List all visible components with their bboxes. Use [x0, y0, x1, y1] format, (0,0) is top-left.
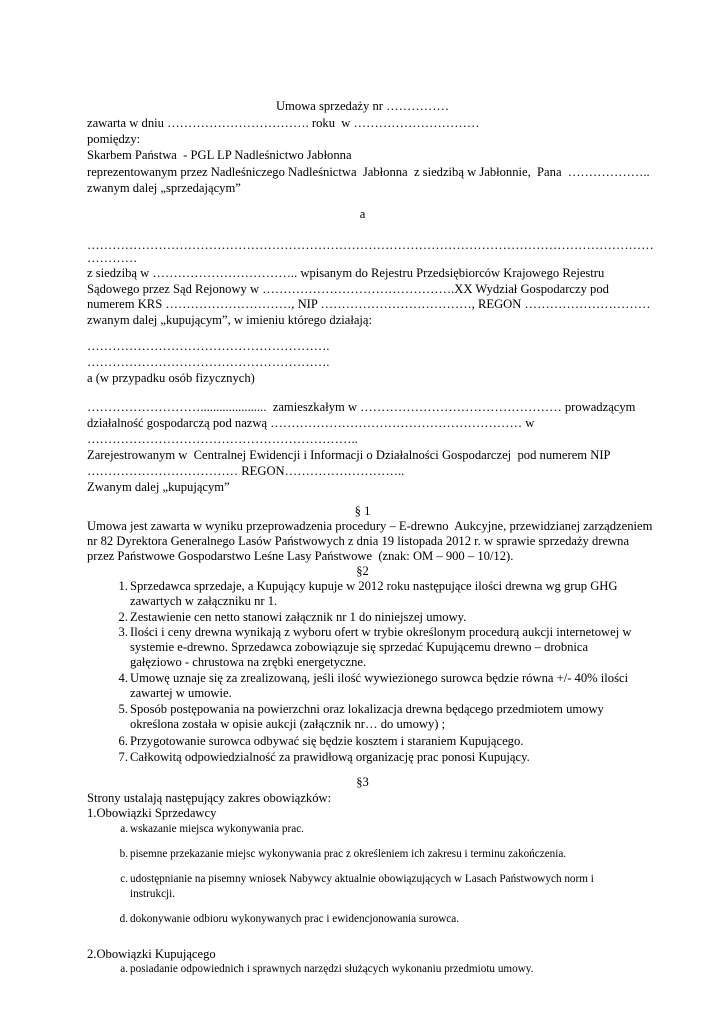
natural-persons-line: a (w przypadku osób fizycznych) — [87, 371, 255, 385]
representative-1-line: …………………………………………………. — [87, 339, 330, 353]
buyer-duty-letter: a. — [120, 963, 128, 975]
buyer-court-line: Sądowego przez Sąd Rejonowy w ……………………………………….XX Wydział Gospodarczy pod — [87, 282, 609, 296]
ceidg-line: Zarejestrowanym w Centralnej Ewidencji i Informacji o Działalności Gospodarczej pod numerem NIP — [87, 448, 611, 462]
seller-duty-text: pisemne przekazanie miejsc wykonywania prac z określeniem ich zakresu i terminu zakończenia. — [130, 848, 567, 860]
seller-duty-letter: d. — [119, 913, 128, 925]
section2-item-number: 3. — [118, 625, 128, 639]
business-name-line: działalność gospodarczą pod nazwą …………………………………………………… w — [87, 416, 535, 430]
represented-line: reprezentowanym przez Nadleśniczego Nadleśnictwa Jabłonna z siedzibą w Jabłonnie, Pana ……………….. — [87, 165, 650, 179]
section3-heading: §3 — [356, 775, 369, 789]
seller-duty-letter: b. — [119, 848, 128, 860]
buyer-duty-text: posiadanie odpowiednich i sprawnych narzędzi służących wykonaniu przedmiotu umowy. — [130, 963, 534, 975]
section2-item-text: Ilości i ceny drewna wynikają z wyboru ofert w trybie określonym procedurą aukcji internetowej w systemie e-drewno. Sprzedawca zobowiązuje się sprzedać Kupującemu drewno – drobnica gałęziowo - chrustowa na zrębki energetyczne. — [130, 625, 632, 669]
section2-item-number: 4. — [118, 671, 128, 685]
and-line: a — [359, 207, 366, 221]
called-seller-line: zwanym dalej „sprzedającym” — [87, 181, 241, 195]
section2-heading: §2 — [356, 564, 369, 578]
seller-duty-text: udostępnianie na pisemny wniosek Nabywcy aktualnie obowiązujących w Lasach Państwowych norm i instrukcji. — [130, 873, 594, 900]
buyer-seat-line: z siedzibą w …………………………….. wpisanym do Rejestru Przedsiębiorców Krajowego Rejestru — [87, 266, 605, 280]
section2-item-text: Sposób postępowania na powierzchni oraz lokalizacja drewna będącego przedmiotem umowy określona została w opisie aukcji (załącznik nr… do umowy) ; — [130, 702, 604, 731]
concluded-line: zawarta w dniu ……………………………. roku w ………………………… — [87, 116, 480, 130]
contract-title: Umowa sprzedaży nr …………… — [275, 99, 450, 113]
section2-item-text: Sprzedawca sprzedaje, a Kupujący kupuje w 2012 roku następujące ilości drewna wg grup GHG zawartych w załączniku nr 1. — [130, 579, 618, 608]
section2-item-number: 1. — [118, 579, 128, 593]
section1-line-1: Umowa jest zawarta w wyniku przeprowadzenia procedury – E-drewno Aukcyjne, przewidzianej zarządzeniem — [87, 519, 653, 533]
buyer-krs-line: numerem KRS …………………………, NIP ………………………………, REGON ………………………… — [87, 297, 651, 311]
party1-line: Skarbem Państwa - PGL LP Nadleśnictwo Jabłonna — [87, 148, 352, 162]
buyer-duties-heading: 2.Obowiązki Kupującego — [87, 947, 216, 961]
section1-heading: § 1 — [354, 504, 371, 518]
resident-line: ………………………..................... zamieszkałym w ………………………………………… prowadzącym — [87, 400, 636, 414]
section2-item-number: 6. — [118, 734, 128, 748]
seller-duty-letter: a. — [120, 823, 128, 835]
called-buyer-line: zwanym dalej „kupującym”, w imieniu którego działają: — [87, 313, 373, 327]
nip-regon-line: ……………………………… REGON……………………….. — [87, 464, 405, 478]
section2-item-number: 2. — [118, 610, 128, 624]
section2-item-number: 7. — [118, 750, 128, 764]
seller-duty-letter: c. — [120, 873, 128, 885]
buyer-dots-line-2: ………… — [87, 251, 138, 265]
seller-duties-heading: 1.Obowiązki Sprzedawcy — [87, 806, 217, 820]
section1-line-2: nr 82 Dyrektora Generalnego Lasów Państwowych z dnia 19 listopada 2012 r. w sprawie sprzedaży drewna — [87, 534, 630, 548]
called-buyer-line-2: Zwanym dalej „kupującym” — [87, 480, 230, 494]
buyer-dots-line: ……………………………………………………………………………………………………………………… — [87, 238, 654, 252]
section2-item-text: Umowę uznaje się za zrealizowaną, jeśli ilość wywiezionego surowca będzie równa +/- 40% ilości zawartej w umowie. — [130, 671, 629, 700]
seller-duty-text: dokonywanie odbioru wykonywanych prac i ewidencjonowania surowca. — [130, 913, 460, 925]
between-line: pomiędzy: — [87, 132, 141, 146]
section2-item-text: Całkowitą odpowiedzialność za prawidłową organizację prac ponosi Kupujący. — [130, 750, 530, 764]
section1-line-3: przez Państwowe Gospodarstwo Leśne Lasy Państwowe (znak: OM – 900 – 10/12). — [87, 549, 514, 563]
section3-intro: Strony ustalają następujący zakres obowiązków: — [87, 791, 332, 805]
section2-item-text: Przygotowanie surowca odbywać się będzie kosztem i staraniem Kupującego. — [130, 734, 524, 748]
representative-2-line: …………………………………………………. — [87, 355, 330, 369]
section2-item-text: Zestawienie cen netto stanowi załącznik nr 1 do niniejszej umowy. — [130, 610, 467, 624]
section2-item-number: 5. — [118, 702, 128, 716]
business-dots-line: ……………………………………………………….. — [87, 432, 358, 446]
seller-duty-text: wskazanie miejsca wykonywania prac. — [130, 823, 304, 835]
